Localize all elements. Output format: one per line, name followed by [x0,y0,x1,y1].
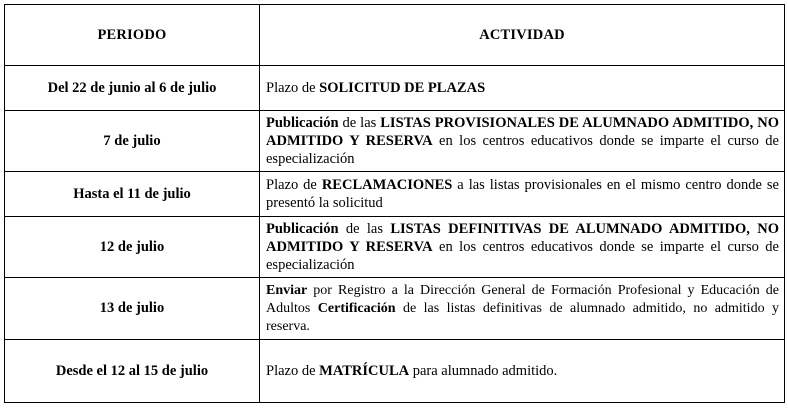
actividad-text [266,220,779,274]
text-run: por Registro a la Dirección General de Formación Profesional y Educación de Adultos [266,282,779,316]
bold-text-run: MATRÍCULA [319,363,410,379]
text-run: Plazo de [266,363,320,379]
actividad-text [266,362,779,380]
bold-text-run: Certificación [317,300,396,316]
table-row [5,340,785,403]
table-row [5,278,785,340]
actividad-text [266,282,779,336]
text-run: de las [338,115,381,131]
text-run: en los centros educativos donde se imparte el curso de especialización [266,133,779,167]
text-run: a las listas provisionales en el mismo centro donde se presentó la solicitud [266,177,779,211]
table-row [5,172,785,217]
bold-text-run: LISTAS DEFINITIVAS DE ALUMNADO ADMITIDO, NO ADMITIDO Y RESERVA [266,221,779,255]
header-actividad: ACTIVIDAD [260,5,785,66]
actividad-cell [260,217,785,278]
table-row [5,217,785,278]
header-periodo: PERIODO [5,5,260,66]
bold-text-run: LISTAS PROVISIONALES DE ALUMNADO ADMITIDO, NO ADMITIDO Y RESERVA [266,115,779,149]
schedule-table [4,4,785,403]
text-run: para alumnado admitido. [409,363,558,379]
actividad-text [266,176,779,212]
bold-text-run: Enviar [266,282,308,298]
actividad-text [266,79,779,97]
actividad-text [266,114,779,168]
actividad-cell [260,340,785,403]
header-row [5,5,785,66]
periodo-cell: Del 22 de junio al 6 de julio [5,66,260,111]
text-run: de las [338,221,391,237]
bold-text-run: RECLAMACIONES [321,177,453,193]
periodo-cell: 7 de julio [5,111,260,172]
bold-text-run: Publicación [266,221,339,237]
actividad-cell [260,66,785,111]
text-run: en los centros educativos donde se imparte el curso de especialización [266,239,779,273]
actividad-cell [260,278,785,340]
table-row [5,66,785,111]
actividad-cell [260,111,785,172]
periodo-cell: 13 de julio [5,278,260,340]
periodo-cell: Desde el 12 al 15 de julio [5,340,260,403]
bold-text-run: SOLICITUD DE PLAZAS [319,80,486,96]
text-run: de las listas definitivas de alumnado admitido, no admitido y reserva. [266,300,779,334]
text-run: Plazo de [266,80,320,96]
bold-text-run: Publicación [266,115,339,131]
actividad-cell [260,172,785,217]
periodo-cell: Hasta el 11 de julio [5,172,260,217]
periodo-cell: 12 de julio [5,217,260,278]
table-row [5,111,785,172]
text-run: Plazo de [266,177,322,193]
